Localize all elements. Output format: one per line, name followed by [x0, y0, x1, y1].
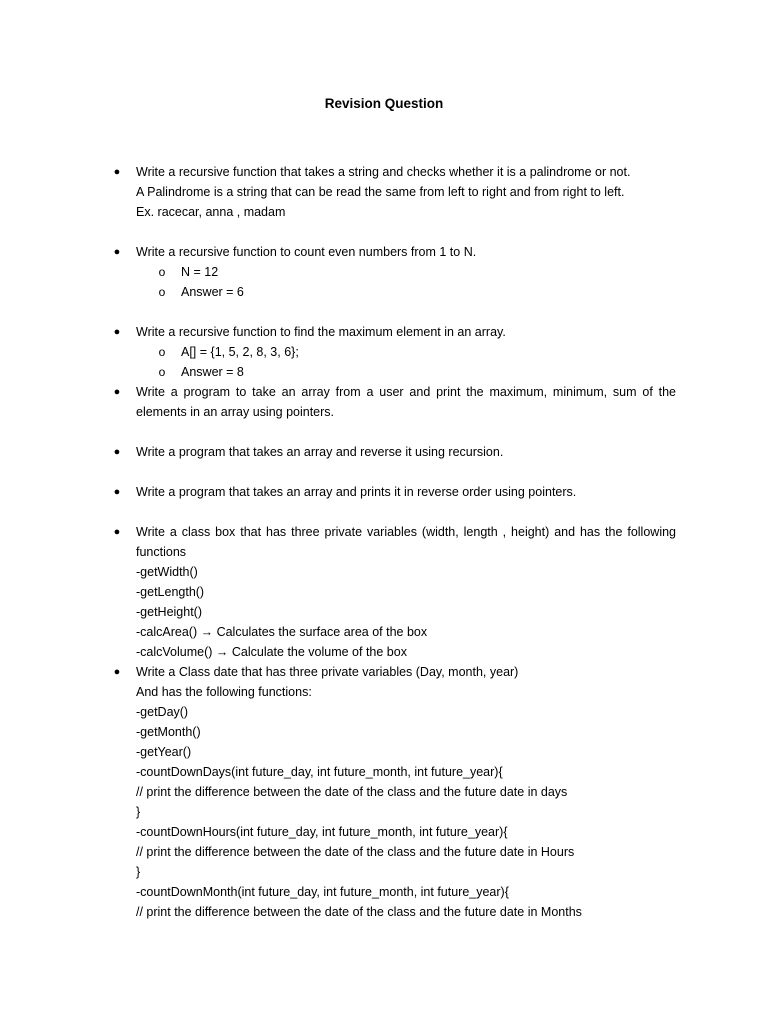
q7-line-7: -calcVolume() → Calculate the volume of the box — [136, 645, 407, 659]
q1-line-2: A Palindrome is a string that can be read the same from left to right and from right to left. — [136, 185, 625, 199]
q7-line-3: -getWidth() — [136, 565, 198, 579]
bullet-icon: ● — [113, 326, 121, 338]
q7-line-5: -getHeight() — [136, 605, 202, 619]
q7-line-4: -getLength() — [136, 585, 205, 599]
sub-bullet-icon: o — [158, 365, 166, 379]
bullet-icon: ● — [113, 386, 121, 398]
q8-line-8: } — [136, 805, 141, 819]
q8-line-5: -getYear() — [136, 745, 192, 759]
q8-line-7: // print the difference between the date of the class and the future date in days — [136, 785, 568, 799]
q6-line-1: Write a program that takes an array and prints it in reverse order using pointers. — [136, 485, 577, 499]
q8-line-3: -getDay() — [136, 705, 189, 719]
bullet-icon: ● — [113, 486, 121, 498]
q3-sub-2: Answer = 8 — [181, 365, 244, 379]
bullet-icon: ● — [113, 666, 121, 678]
bullet-icon: ● — [113, 166, 121, 178]
q2-line-1: Write a recursive function to count even numbers from 1 to N. — [136, 245, 477, 259]
q7-line-6: -calcArea() → Calculates the surface area of the box — [136, 625, 428, 639]
q8-line-6: -countDownDays(int future_day, int future_month, int future_year){ — [136, 765, 503, 779]
q3-sub-1: A[] = {1, 5, 2, 8, 3, 6}; — [181, 345, 299, 359]
page-title: Revision Question — [324, 96, 444, 111]
q8-line-9: -countDownHours(int future_day, int future_month, int future_year){ — [136, 825, 508, 839]
q5-line-1: Write a program that takes an array and reverse it using recursion. — [136, 445, 504, 459]
q4-line-1: Write a program to take an array from a user and print the maximum, minimum, sum of the elements in an array using pointers. — [136, 385, 676, 419]
bullet-icon: ● — [113, 246, 121, 258]
q7-line-1: Write a class box that has three private variables (width, length , height) and has the following functions — [136, 525, 676, 559]
q8-line-11: } — [136, 865, 141, 879]
q8-line-1: Write a Class date that has three private variables (Day, month, year) — [136, 665, 519, 679]
q8-line-2: And has the following functions: — [136, 685, 312, 699]
q1-line-1: Write a recursive function that takes a string and checks whether it is a palindrome or not. — [136, 165, 631, 179]
q1-line-3: Ex. racecar, anna , madam — [136, 205, 286, 219]
sub-bullet-icon: o — [158, 345, 166, 359]
q8-line-13: // print the difference between the date of the class and the future date in Months — [136, 905, 582, 919]
sub-bullet-icon: o — [158, 265, 166, 279]
sub-bullet-icon: o — [158, 285, 166, 299]
q8-line-4: -getMonth() — [136, 725, 201, 739]
bullet-icon: ● — [113, 446, 121, 458]
q8-line-12: -countDownMonth(int future_day, int future_month, int future_year){ — [136, 885, 509, 899]
q2-sub-1: N = 12 — [181, 265, 219, 279]
q2-sub-2: Answer = 6 — [181, 285, 244, 299]
bullet-icon: ● — [113, 526, 121, 538]
q8-line-10: // print the difference between the date of the class and the future date in Hours — [136, 845, 575, 859]
q3-line-1: Write a recursive function to find the maximum element in an array. — [136, 325, 506, 339]
